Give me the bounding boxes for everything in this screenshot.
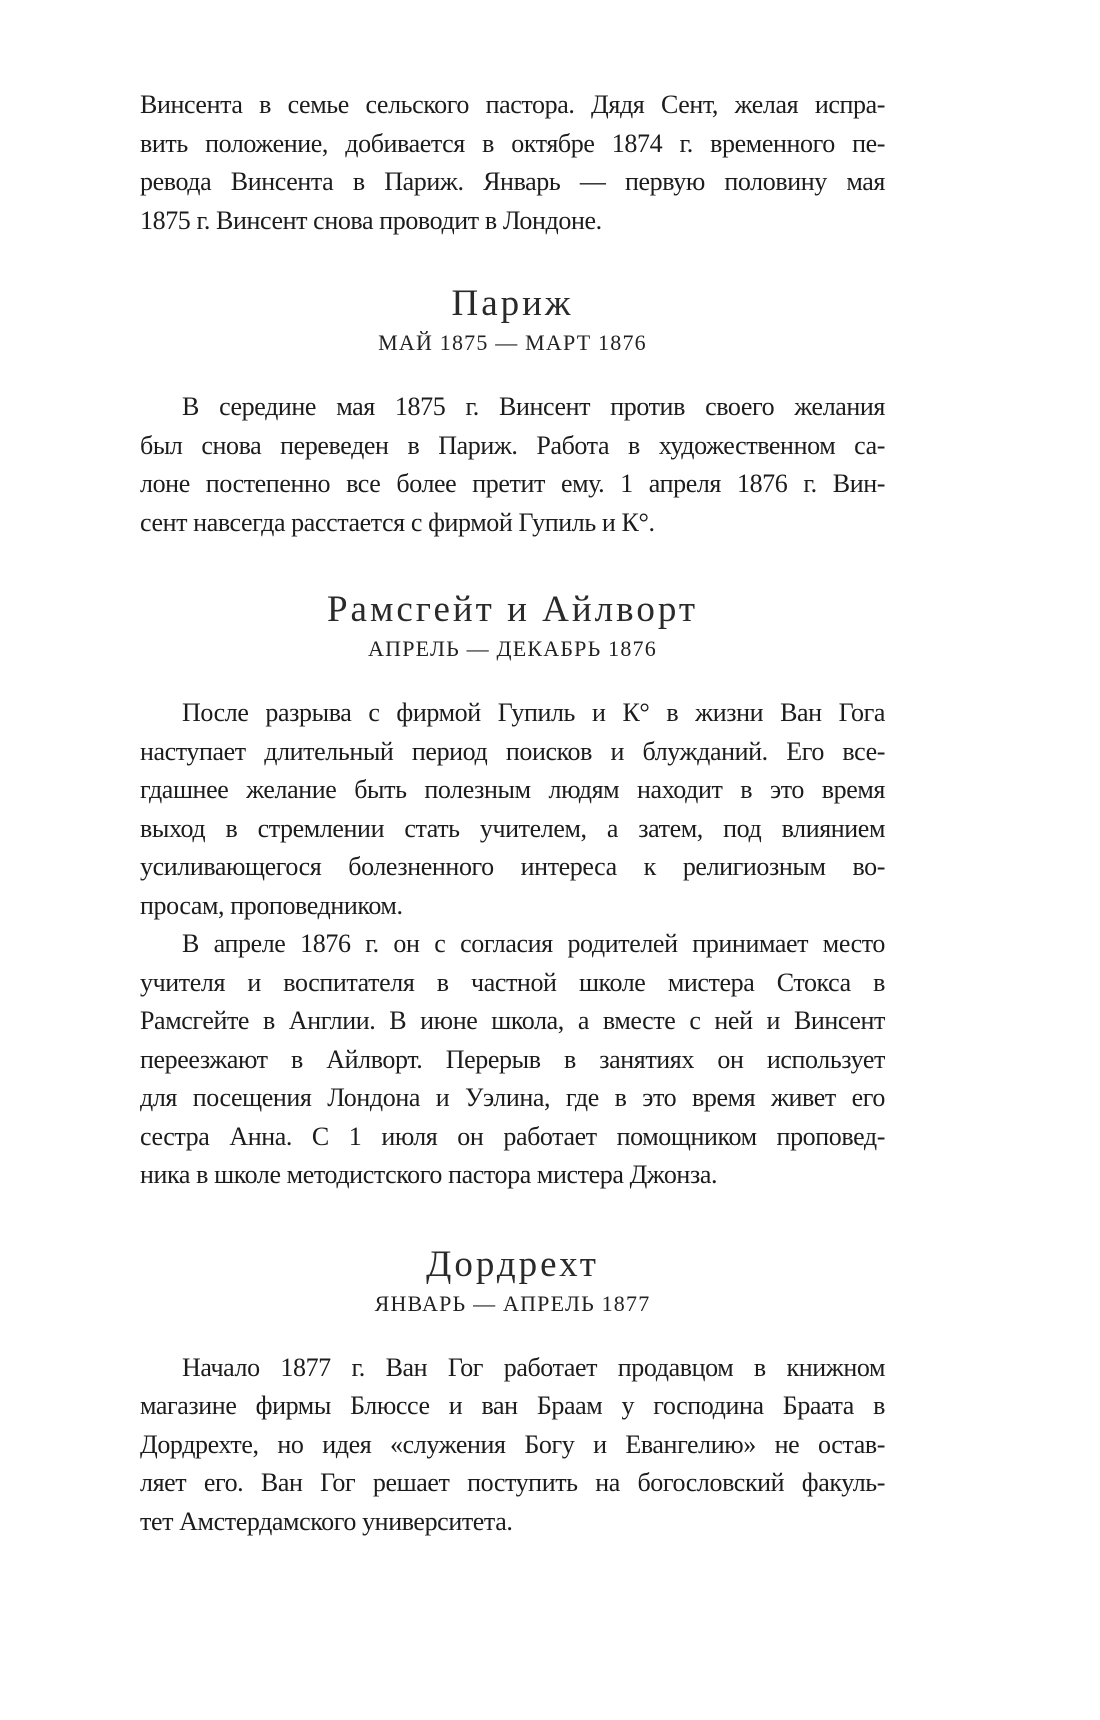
text-line: сент навсегда расстается с фирмой Гупиль и К°. xyxy=(140,507,655,537)
section-dates: ЯНВАРЬ — АПРЕЛЬ 1877 xyxy=(374,1290,651,1316)
paragraph xyxy=(140,1349,885,1542)
paragraph xyxy=(140,388,885,542)
book-page xyxy=(140,86,885,1541)
text-line: В апреле 1876 г. он с согласия родителей принимает место xyxy=(182,929,885,958)
text-line: ревода Винсента в Париж. Январь — первую половину мая xyxy=(140,167,885,196)
text-line: ляет его. Ван Гог решает поступить на богословский факуль- xyxy=(140,1468,885,1497)
text-line: 1875 г. Винсент снова проводит в Лондоне. xyxy=(140,205,602,235)
text-line: Дордрехте, но идея «служения Богу и Евангелию» не остав- xyxy=(140,1429,885,1459)
paragraph xyxy=(140,694,885,925)
text-line: тет Амстердамского университета. xyxy=(140,1506,513,1536)
section-ramsgate-isleworth xyxy=(140,588,885,1195)
section-title: Рамсгейт и Айлворт xyxy=(326,589,699,630)
text-line: выход в стремлении стать учителем, а затем, под влиянием xyxy=(140,813,885,843)
section-title: Париж xyxy=(451,283,574,324)
text-line: для посещения Лондона и Уэлина, где в это время живет его xyxy=(140,1083,885,1112)
section-title: Дордрехт xyxy=(426,1243,599,1285)
text-line: просам, проповедником. xyxy=(140,890,403,920)
text-line: наступает длительный период поисков и блужданий. Его все- xyxy=(140,736,885,766)
text-line: лоне постепенно все более претит ему. 1 апреля 1876 г. Вин- xyxy=(140,469,885,498)
text-line: Винсента в семье сельского пастора. Дядя Сент, желая испра- xyxy=(140,90,885,119)
paragraph xyxy=(140,925,885,1195)
section-dordrecht xyxy=(140,1243,885,1542)
text-line: ника в школе методистского пастора мистера Джонза. xyxy=(140,1160,718,1189)
text-line: вить положение, добивается в октябре 1874 г. временного пе- xyxy=(140,128,885,158)
text-line: учителя и воспитателя в частной школе мистера Стокса в xyxy=(140,967,885,997)
section-dates: АПРЕЛЬ — ДЕКАБРЬ 1876 xyxy=(368,636,657,661)
text-line: После разрыва с фирмой Гупиль и К° в жизни Ван Гога xyxy=(182,698,885,727)
section-paris xyxy=(140,282,885,542)
text-line: Начало 1877 г. Ван Гог работает продавцом в книжном xyxy=(182,1352,885,1382)
text-line: сестра Анна. С 1 июля он работает помощником проповед- xyxy=(140,1121,885,1151)
text-line: переезжают в Айлворт. Перерыв в занятиях он использует xyxy=(140,1044,885,1074)
text-line: магазине фирмы Блюссе и ван Браам у господина Браата в xyxy=(140,1391,885,1420)
text-line: В середине мая 1875 г. Винсент против своего желания xyxy=(182,392,885,421)
intro-paragraph xyxy=(140,86,885,240)
text-line: гдашнее желание быть полезным людям находит в это время xyxy=(140,775,885,804)
text-line: был снова переведен в Париж. Работа в художественном са- xyxy=(140,430,885,460)
text-line: усиливающегося болезненного интереса к религиозным во- xyxy=(140,852,885,881)
section-dates: МАЙ 1875 — МАРТ 1876 xyxy=(378,330,647,355)
text-line: Рамсгейте в Англии. В июне школа, а вместе с ней и Винсент xyxy=(140,1006,885,1035)
